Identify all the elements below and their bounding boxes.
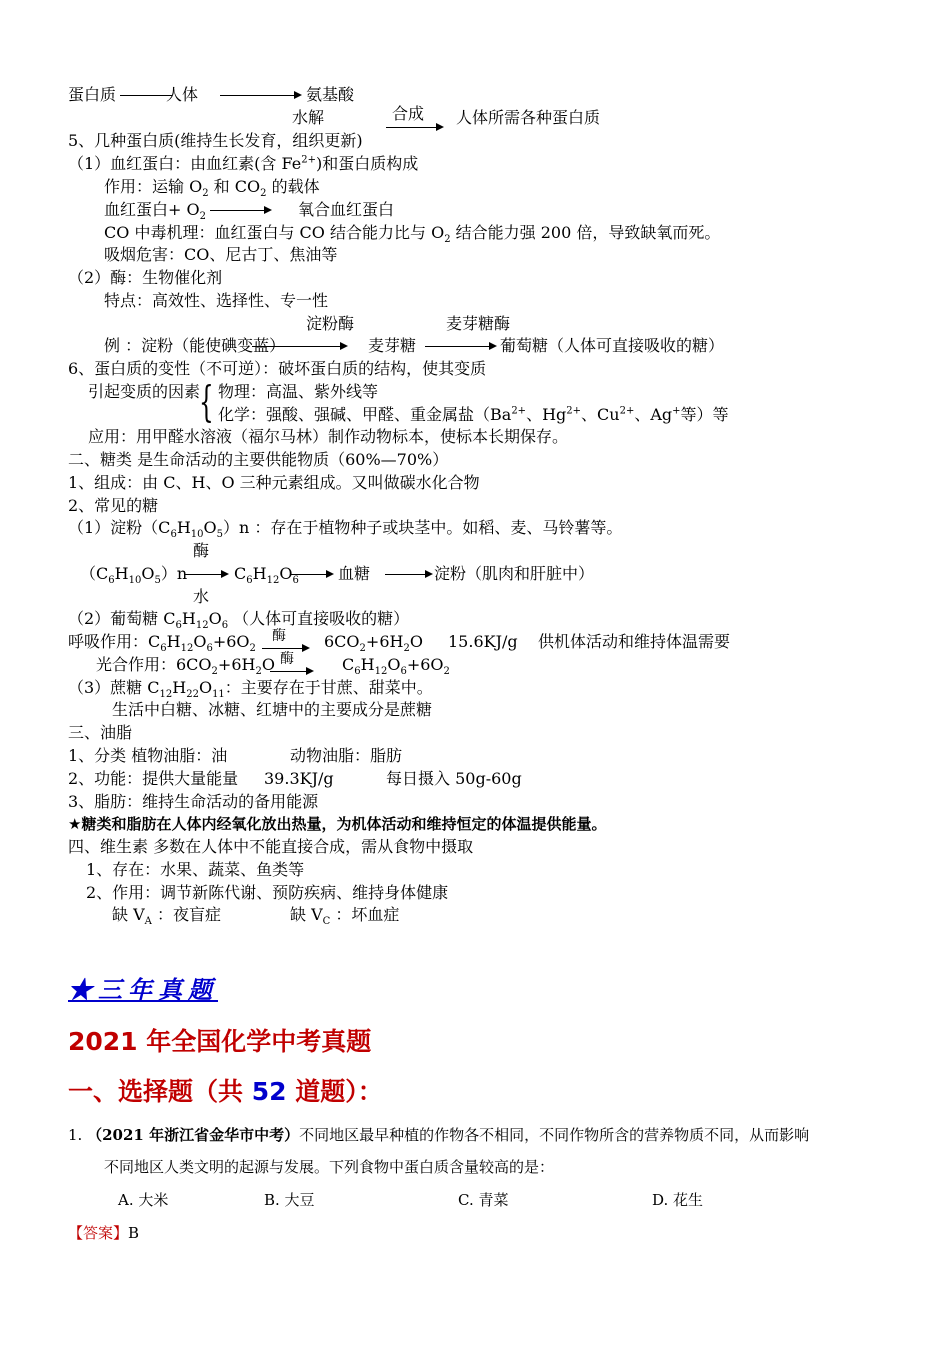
arrow-icon (386, 127, 442, 128)
sugar-photosynthesis: 光合作用：$6CO_2+6H_2O$ (96, 655, 275, 678)
fat-s2a: 2、功能：提供大量能量 (68, 769, 239, 788)
enzyme-maltase: 麦芽糖酶 (446, 314, 511, 333)
enzyme-amylase: 淀粉酶 (306, 314, 355, 333)
vit-a: 缺 $V_A$ ：夜盲症 (112, 905, 221, 928)
arrow-icon (210, 210, 270, 211)
arrow-icon (290, 574, 332, 575)
question-source: （2021 年浙江省金华市中考） (87, 1126, 300, 1144)
resp-note: 供机体活动和维持体温需要 (538, 632, 731, 651)
hemo-co: CO 中毒机理：血红蛋白与 CO 结合能力比与 $O_2$ 结合能力强 200 倍，导致缺氧而死。 (104, 223, 721, 246)
photo-enzyme: 酶 (280, 651, 294, 667)
sugar-enzyme: 酶 (193, 541, 210, 560)
exam-banner: ★三年真题 (68, 975, 218, 1004)
option-a: A. 大米 (118, 1191, 169, 1209)
question-1-line2: 不同地区人类文明的起源与发展。下列食物中蛋白质含量较高的是： (104, 1158, 555, 1176)
hemo-use: 作用：运输 $O_2$ 和 $CO_2$ 的载体 (104, 177, 320, 200)
resp-energy: 15.6KJ/g (448, 632, 518, 651)
denat-title: 6、蛋白质的变性（不可逆）：破坏蛋白质的结构，使其变质 (68, 359, 487, 378)
enzyme-example: 例 ：淀粉（能使碘变蓝） (104, 336, 286, 355)
fat-s3: 3、脂肪：维持生命活动的备用能源 (68, 792, 319, 811)
sugar-chain-glycogen: 淀粉（肌肉和肝脏中） (434, 564, 595, 583)
digest-aa: 氨基酸 (306, 85, 355, 104)
denat-physical: 物理：高温、紫外线等 (218, 382, 379, 401)
sugar-glucose: （2）葡萄糖 $C_6H_{12}O_6$ （人体可直接吸收的糖） (68, 609, 410, 632)
brace-icon: { (199, 377, 214, 426)
sugar-sucrose-life: 生活中白糖、冰糖、红塘中的主要成分是蔗糖 (112, 700, 433, 719)
hemo-eq-left: 血红蛋白+ $O_2$ (104, 200, 206, 223)
enzyme-title: （2）酶：生物催化剂 (68, 268, 223, 287)
arrow-icon (270, 671, 312, 672)
arrow-line (252, 346, 298, 347)
option-c: C. 青菜 (458, 1191, 509, 1209)
sugar-starch: （1）淀粉$(C_6H_{10}O_5)n$ ：存在于植物种子或块茎中。如稻、麦、马铃薯等。 (68, 518, 623, 541)
vit-s2: 2、作用：调节新陈代谢、预防疾病、维持身体健康 (86, 883, 449, 902)
digest-body: 人体 (166, 85, 199, 104)
exam-title: 2021 年全国化学中考真题 (68, 1027, 372, 1056)
photo-products: $C_6H_{12}O_6+6O_2$ (342, 655, 450, 678)
enzyme-maltose: 麦芽糖 (368, 336, 417, 355)
exam-section-title: 一、选择题（共 52 道题）： (68, 1077, 383, 1106)
vit-c: 缺 $V_C$ ：坏血症 (290, 905, 400, 928)
fat-s1b: 动物油脂：脂肪 (290, 746, 403, 765)
question-1: 1. （2021 年浙江省金华市中考）不同地区最早种植的作物各不相同，不同作物所含的营养物质不同，从而影响 (68, 1126, 810, 1144)
option-d: D. 花生 (652, 1191, 704, 1209)
digest-hydrolysis: 水解 (292, 108, 325, 127)
digest-protein: 蛋白质 (68, 85, 117, 104)
arrow-icon (298, 346, 346, 347)
sugar-respiration: 呼吸作用：$C_6H_{12}O_6+6O_2$ (68, 632, 256, 655)
vit-s1: 1、存在：水果、蔬菜、鱼类等 (86, 860, 305, 879)
denat-application: 应用：用甲醛水溶液（福尔马林）制作动物标本，使标本长期保存。 (88, 427, 569, 446)
enzyme-feature: 特点：高效性、选择性、专一性 (104, 291, 329, 310)
denat-cause: 引起变质的因素 (88, 382, 201, 401)
arrow-icon (185, 574, 227, 575)
protein-s5: 5、几种蛋白质(维持生长发育，组织更新) (68, 131, 363, 150)
hemo-smoke: 吸烟危害：CO、尼古丁、焦油等 (104, 245, 338, 264)
answer: 【答案】B (68, 1224, 140, 1242)
hemo-title: （1）血红蛋白：由血红素(含 $Fe^{2+}$)和蛋白质构成 (68, 154, 419, 173)
fat-star-note: ★糖类和脂肪在人体内经氧化放出热量，为机体活动和维持恒定的体温提供能量。 (68, 815, 607, 833)
option-b: B. 大豆 (264, 1191, 315, 1209)
resp-enzyme: 酶 (272, 628, 286, 644)
fat-s2c: 每日摄入 50g-60g (386, 769, 522, 788)
arrow-icon (385, 574, 431, 575)
sugar-water: 水 (193, 587, 210, 606)
enzyme-glucose: 葡萄糖（人体可直接吸收的糖） (500, 336, 725, 355)
fat-title: 三、油脂 (68, 723, 133, 742)
fat-s1a: 1、分类 植物油脂：油 (68, 746, 228, 765)
denat-chemical: 化学：强酸、强碱、甲醛、重金属盐（$Ba^{2+}$、$Hg^{2+}$、$Cu^{2+}$、Ag+等）等 (218, 405, 729, 424)
sugar-chain-starch: $(C_6H_{10}O_5)n$ (80, 564, 188, 587)
digest-synthesis: 合成 (392, 104, 425, 123)
hemo-eq-right: 氧合血红蛋白 (298, 200, 395, 219)
sugar-chain-glucose: $C_6H_{12}O_6$ (234, 564, 299, 587)
sugar-title: 二、糖类 是生命活动的主要供能物质（60%—70%） (68, 450, 449, 469)
fat-s2b: 39.3KJ/g (264, 769, 334, 788)
sugar-sucrose: （3）蔗糖 $C_{12}H_{22}O_{11}$：主要存在于甘蔗、甜菜中。 (68, 678, 433, 701)
resp-products: $6CO_2+6H_2O$ (324, 632, 423, 655)
sugar-s1: 1、组成：由 C、H、O 三种元素组成。又叫做碳水化合物 (68, 473, 480, 492)
arrow-icon (220, 95, 300, 96)
sugar-s2: 2、常见的糖 (68, 496, 159, 515)
arrow-line (120, 95, 172, 96)
sugar-chain-blood: 血糖 (338, 564, 371, 583)
digest-proteins: 人体所需各种蛋白质 (456, 108, 601, 127)
arrow-icon (425, 346, 495, 347)
vit-title: 四、维生素 多数在人体中不能直接合成，需从食物中摄取 (68, 837, 474, 856)
